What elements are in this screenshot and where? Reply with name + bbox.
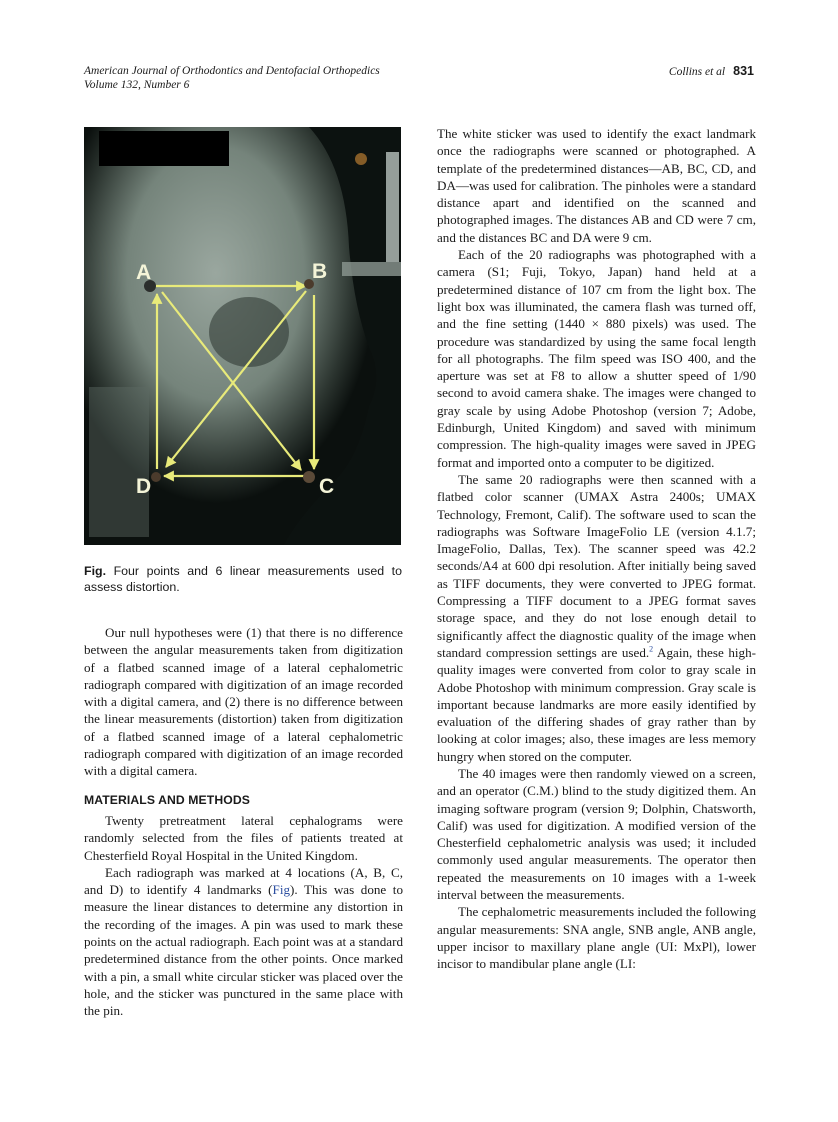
paragraph-sample-selection: Twenty pretreatment lateral cephalograms were randomly selected from the files of patients treated at Chesterfield Royal Hospital in the United Kingdom.: [84, 812, 403, 863]
paragraph-scanner-procedure: [437, 471, 756, 765]
section-heading-materials-methods: MATERIALS AND METHODS: [84, 792, 250, 807]
figure-caption-text: Four points and 6 linear measurements used to assess distortion.: [84, 564, 402, 594]
redaction-box: [99, 131, 229, 166]
landmark-label-b: B: [312, 260, 328, 283]
cephalogram-figure: [84, 127, 401, 545]
landmark-c-dot: [303, 471, 315, 483]
landmark-label-d: D: [136, 475, 152, 498]
reference-superscript-link[interactable]: 2: [649, 644, 654, 654]
figure-reference-link[interactable]: Fig: [272, 882, 291, 898]
journal-title: American Journal of Orthodontics and Dentofacial Orthopedics: [84, 65, 380, 77]
figure-caption: [84, 563, 402, 595]
figure-caption-label: Fig.: [84, 564, 107, 578]
journal-volume: Volume 132, Number 6: [84, 79, 190, 91]
paragraph-text: The same 20 radiographs were then scanned with a flatbed color scanner (UMAX Astra 2400s; UMAX Technology, Fremont, Calif). The software used to scan the radiographs was Software ImageFolio LE (version 4.1.7; ImageFolio, Dallas, Tex). The scanner speed was 42.2 seconds/A4 at 600 dpi resolution. After initially being saved as TIFF documents, they were converted to JPEG format. Compressing a TIFF document to a JPEG format saves storage space, and they do not lose enough detail to significantly affect the diagnostic quality of the image when standard compression settings are used.: [437, 471, 756, 660]
paragraph-sticker-calibration: The white sticker was used to identify the exact landmark once the radiographs were scanned or photographed. A template of the predetermined distances—AB, BC, CD, and DA—was used for calibration. The pinholes were a standard distance apart and identified on the scanned and photographed images. The distances AB and CD were 7 cm, and the distances BC and DA were 9 cm.: [437, 126, 756, 245]
landmark-label-a: A: [136, 261, 152, 284]
right-column: [437, 125, 756, 973]
landmark-label-c: C: [319, 475, 335, 498]
paragraph-null-hypotheses: Our null hypotheses were (1) that there is no difference between the angular measurements taken from digitization of a flatbed scanned image of a lateral cephalometric radiograph compared with digitization of an image recorded with a digital camera, and (2) there is no difference between the linear measurements (distortion) taken from digitization of a flatbed scanned image of a lateral cephalometric radiograph compared with digitization of an image recorded with a digital camera.: [84, 625, 403, 779]
running-head-page: [669, 64, 754, 79]
paragraph-text: Again, these high-quality images were converted from color to gray scale in Adobe Photoshop with minimum compression. Gray scale is important because landmarks are more easily identified by evaluation of the differing shades of gray rather than by looking at color images; also, these images are less memory hungry when stored on the computer.: [437, 644, 756, 764]
paragraph-text: Each radiograph was marked at 4 locations (A, B, C, and D) to identify 4 landmarks (: [84, 864, 403, 898]
paragraph-cephalometric-measurements: The cephalometric measurements included the following angular measurements: SNA angle, SNB angle, ANB angle, upper incisor to maxillary plane angle (UI: MxPl), lower incisor to mandibular plane angle (LI:: [437, 904, 756, 972]
running-head-journal: [84, 64, 380, 92]
paragraph-camera-procedure: Each of the 20 radiographs was photographed with a camera (S1; Fuji, Tokyo, Japan) hand held at a predetermined distance of 107 cm from the light box. The light box was illuminated, the camera flash was turned off, and the fine setting (1440 × 880 pixels) was used. The procedure was standardized by using the same focal length for all photographs. The film speed was ISO 400, and the aperture was set at F8 to allow a shutter speed of 1/90 second to avoid camera shake. The images were changed to gray scale by using Adobe Photoshop (version 7; Adobe, Edinburgh, United Kingdom) and saved with minimum compression. The high-quality images were saved in JPEG format and imported onto a computer to be digitized.: [437, 247, 756, 470]
landmark-d-dot: [151, 472, 161, 482]
page-number: 831: [733, 64, 754, 78]
paragraph-digitization: The 40 images were then randomly viewed on a screen, and an operator (C.M.) blind to the study digitized them. An imaging software program (version 9; Dolphin, Chatsworth, Calif) was used for digitization. A modified version of the Chesterfield cephalometric analysis was used; it included commonly used angular measurements. The operator then repeated the measurements on 10 images with a 1-week interval between the measurements.: [437, 765, 756, 903]
paragraph-text: ). This was done to measure the linear distances to determine any distortion in the recording of the images. A pin was used to mark these points on the actual radiograph. Each point was at a standard predetermined distance from the other points. Once marked with a pin, a small white circular sticker was placed over the hole, and the sticker was punctured in the same place with the pin.: [84, 882, 403, 1019]
running-head-authors: Collins et al: [668, 66, 726, 78]
left-column: [84, 624, 403, 1020]
cephalogram-radiograph-image: [84, 127, 401, 545]
paragraph-landmark-marking: [84, 864, 403, 1020]
